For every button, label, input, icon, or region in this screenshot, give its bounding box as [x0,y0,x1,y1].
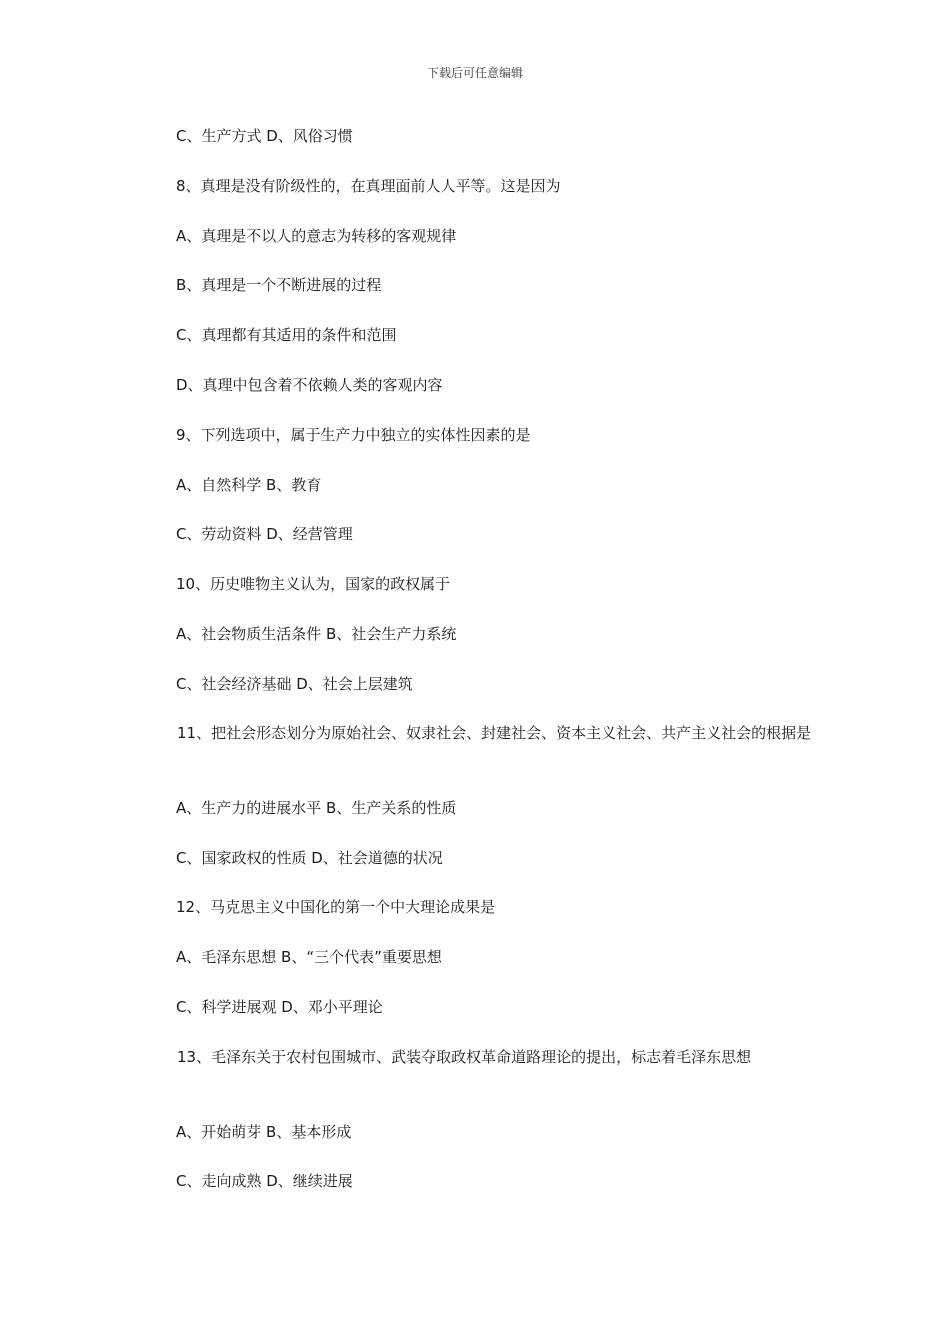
question-9-options-ab: A、自然科学 B、教育 [176,476,322,494]
question-12-options-cd: C、科学进展观 D、邓小平理论 [176,998,383,1016]
page-header: 下载后可任意编辑 [426,66,523,80]
question-8: 8、真理是没有阶级性的，在真理面前人人平等。这是因为 [176,177,561,195]
question-10-options-ab: A、社会物质生活条件 B、社会生产力系统 [176,625,457,643]
question-9: 9、下列选项中，属于生产力中独立的实体性因素的是 [176,426,531,444]
question-11-options-ab: A、生产力的进展水平 B、生产关系的性质 [176,799,457,817]
question-9-options-cd: C、劳动资料 D、经营管理 [176,525,353,543]
question-13-options-cd: C、走向成熟 D、继续进展 [176,1172,353,1190]
text-line: C、生产方式 D、风俗习惯 [176,127,353,145]
question-11-options-cd: C、国家政权的性质 D、社会道德的状况 [176,849,443,867]
question-11: 11、把社会形态划分为原始社会、奴隶社会、封建社会、资本主义社会、共产主义社会的根据是 [177,724,812,742]
question-8-option-d: D、真理中包含着不依赖人类的客观内容 [176,376,443,394]
question-10-options-cd: C、社会经济基础 D、社会上层建筑 [176,675,413,693]
question-10: 10、历史唯物主义认为，国家的政权属于 [176,575,451,593]
question-12: 12、马克思主义中国化的第一个中大理论成果是 [176,898,496,916]
question-13: 13、毛泽东关于农村包围城市、武装夺取政权革命道路理论的提出，标志着毛泽东思想 [177,1048,752,1066]
question-8-option-c: C、真理都有其适用的条件和范围 [176,326,397,344]
question-12-options-ab: A、毛泽东思想 B、“三个代表”重要思想 [176,948,442,966]
question-8-option-a: A、真理是不以人的意志为转移的客观规律 [176,227,457,245]
question-13-options-ab: A、开始萌芽 B、基本形成 [176,1123,352,1141]
question-8-option-b: B、真理是一个不断进展的过程 [176,276,382,294]
